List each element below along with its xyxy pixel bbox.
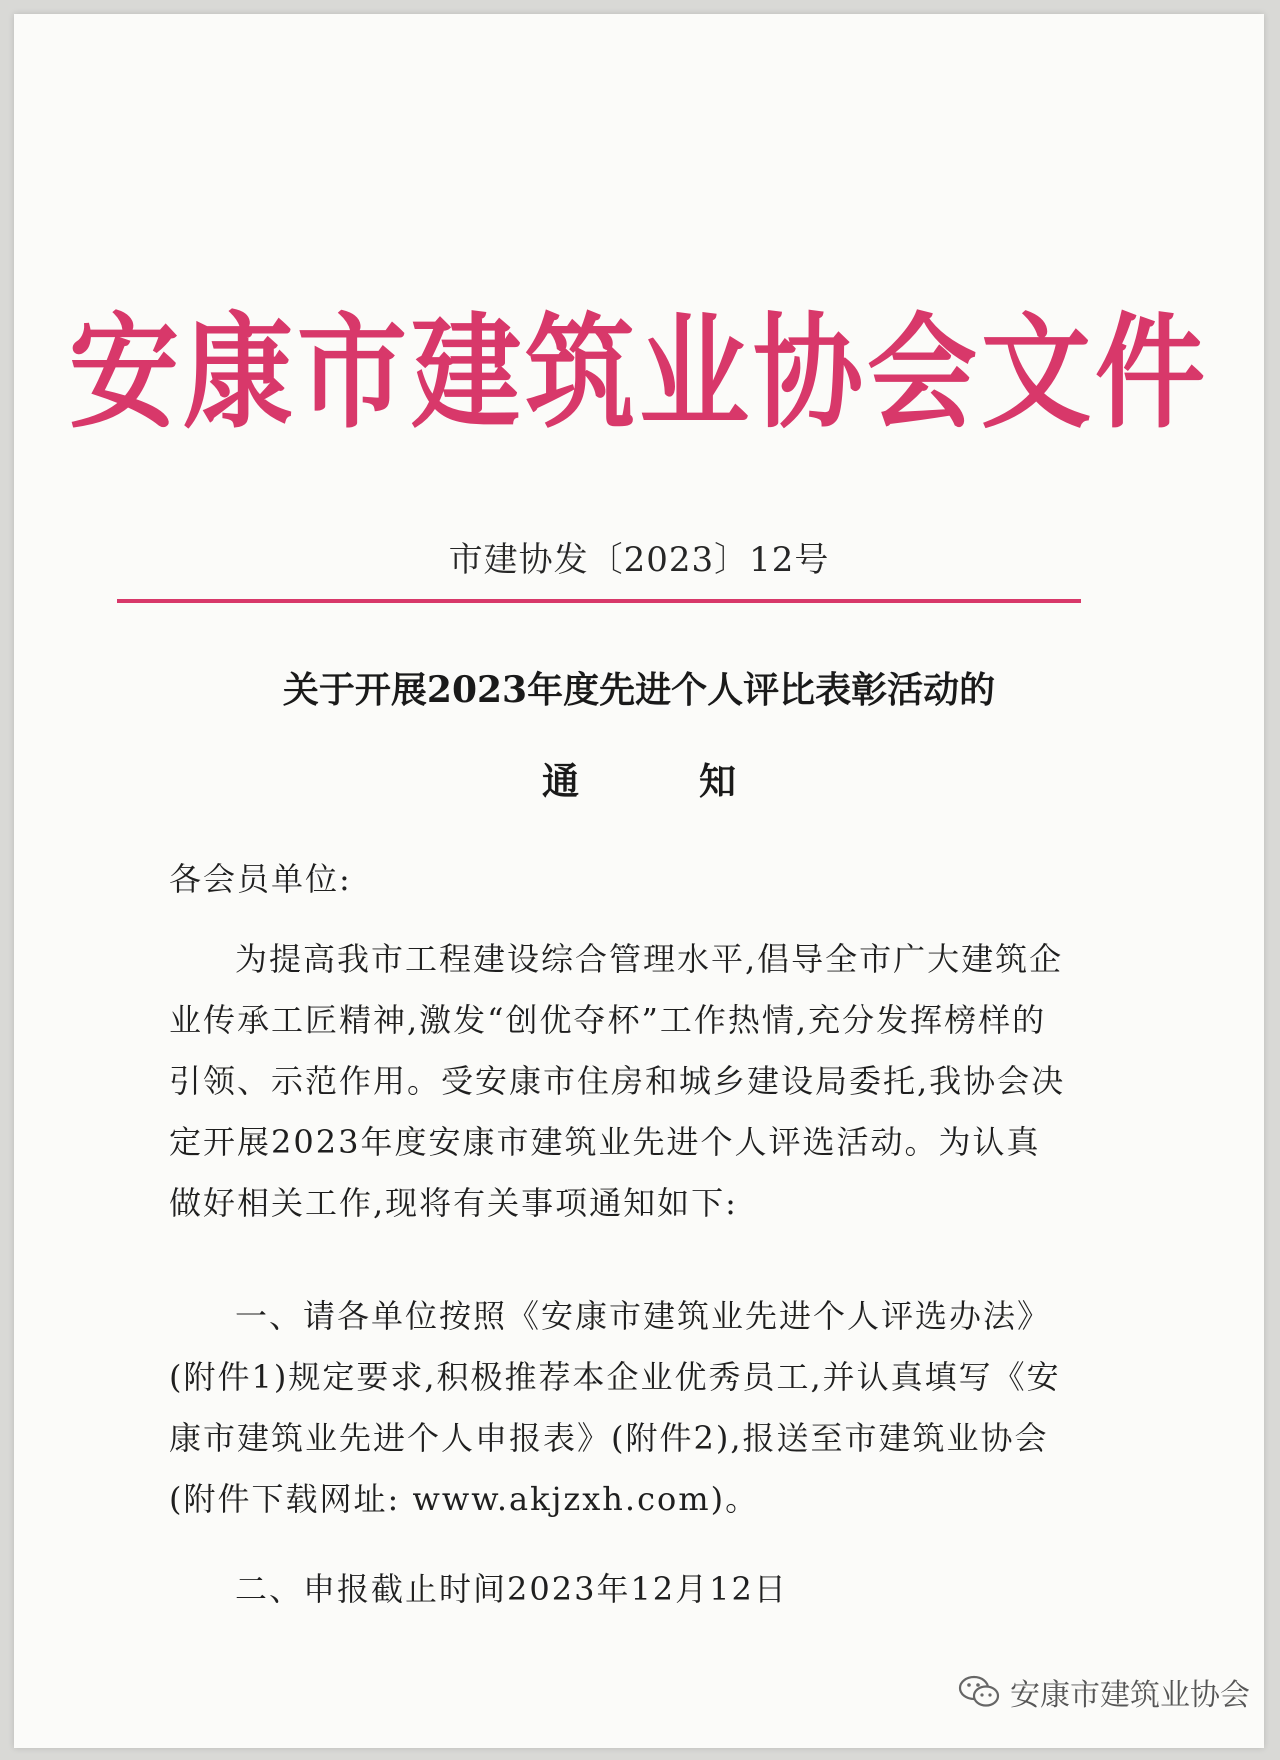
paragraph-item-1: 一、请各单位按照《安康市建筑业先进个人评选办法》(附件1)规定要求,积极推荐本企业优秀员工,并认真填写《安康市建筑业先进个人申报表》(附件2),报送至市建筑业协会(附件下载网址: www.akjzxh.com)。 [169, 1297, 1061, 1518]
notice-title-char-1: 通 [542, 759, 579, 803]
masthead-title: 安康市建筑业协会文件 [69, 301, 1209, 445]
red-divider [117, 599, 1081, 603]
notice-title-second-line [14, 751, 1264, 805]
watermark-text: 安康市建筑业协会 [1010, 1678, 1250, 1713]
notice-title-char-2: 知 [699, 759, 736, 803]
notice-title: 关于开展2023年度先进个人评比表彰活动的 [282, 669, 996, 711]
paragraph-item-2: 二、申报截止时间2023年12月12日 [235, 1570, 788, 1608]
document-number: 市建协发〔2023〕12号 [448, 540, 830, 580]
document-page [14, 14, 1264, 1748]
wechat-icon [958, 1674, 1000, 1710]
wechat-watermark [958, 1670, 1250, 1714]
paragraph-intro: 为提高我市工程建设综合管理水平,倡导全市广大建筑企业传承工匠精神,激发“创优夺杯”工作热情,充分发挥榜样的引领、示范作用。受安康市住房和城乡建设局委托,我协会决定开展2023年度安康市建筑业先进个人评选活动。为认真做好相关工作,现将有关事项通知如下: [169, 940, 1066, 1222]
salutation: 各会员单位: [169, 860, 352, 898]
